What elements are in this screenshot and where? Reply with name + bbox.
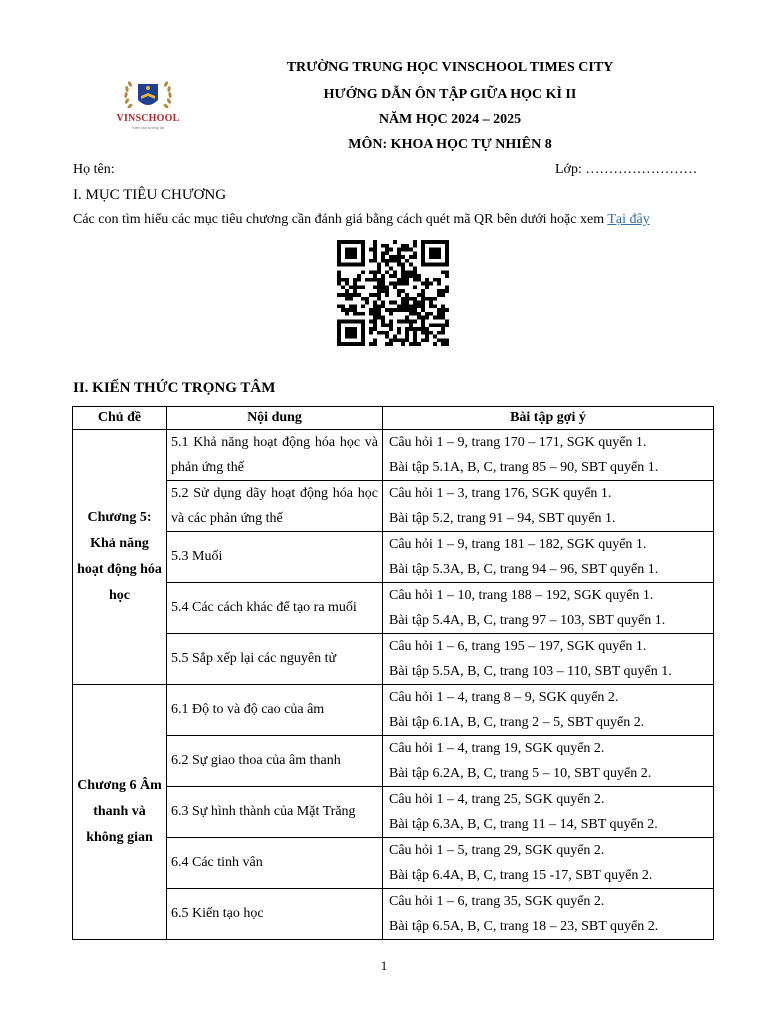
exercise-workbook: Bài tập 5.4A, B, C, trang 97 – 103, SBT quyển 1. [389,613,666,628]
table-row [73,634,714,685]
exercise-workbook: Bài tập 6.3A, B, C, trang 11 – 14, SBT quyển 2. [389,817,658,832]
exercise-textbook: Câu hỏi 1 – 9, trang 181 – 182, SGK quyển 1. [389,537,647,552]
table-row [73,787,714,838]
content-cell: 5.5 Sắp xếp lại các nguyên tử [167,634,383,685]
table-row [73,583,714,634]
document-title: HƯỚNG DẪN ÔN TẬP GIỮA HỌC KÌ II [323,87,577,102]
exercise-cell [383,685,714,736]
content-cell: 6.2 Sự giao thoa của âm thanh [167,736,383,787]
exercise-workbook: Bài tập 6.2A, B, C, trang 5 – 10, SBT quyển 2. [389,766,652,781]
exercise-workbook: Bài tập 5.2, trang 91 – 94, SBT quyển 1. [389,511,616,526]
exercise-textbook: Câu hỏi 1 – 6, trang 195 – 197, SGK quyển 1. [389,639,647,654]
content-cell: 6.3 Sự hình thành của Mặt Trăng [167,787,383,838]
content-cell: 6.5 Kiến tạo học [167,889,383,940]
exercise-textbook: Câu hỏi 1 – 5, trang 29, SGK quyển 2. [389,843,605,858]
qr-code[interactable] [337,240,449,346]
chapter-cell: Chương 5: Khả năng hoạt động hóa học [73,430,167,685]
exercise-textbook: Câu hỏi 1 – 4, trang 25, SGK quyển 2. [389,792,605,807]
exercise-workbook: Bài tập 5.1A, B, C, trang 85 – 90, SBT quyển 1. [389,460,659,475]
here-link[interactable]: Tại đây [607,212,650,227]
qr-code-image [337,240,449,346]
school-year: NĂM HỌC 2024 – 2025 [378,112,522,127]
exercise-cell [383,889,714,940]
table-header-row [73,407,714,430]
header-topic: Chủ đề [73,407,167,430]
content-cell: 5.1 Khả năng hoạt động hóa học và phản ứng thế [167,430,383,481]
exercise-textbook: Câu hỏi 1 – 6, trang 35, SGK quyển 2. [389,894,605,909]
exercise-workbook: Bài tập 6.5A, B, C, trang 18 – 23, SBT quyển 2. [389,919,659,934]
exercise-cell [383,838,714,889]
logo-tagline: Kiến tạo tương lai [132,125,164,130]
exercise-workbook: Bài tập 6.1A, B, C, trang 2 – 5, SBT quyển 2. [389,715,645,730]
exercise-textbook: Câu hỏi 1 – 3, trang 176, SGK quyển 1. [389,486,612,501]
table-row [73,481,714,532]
table-row [73,838,714,889]
exercise-cell [383,532,714,583]
exercise-workbook: Bài tập 5.5A, B, C, trang 103 – 110, SBT quyển 1. [389,664,672,679]
laurel-book-icon [112,76,184,116]
knowledge-table [72,406,714,940]
content-cell: 6.1 Độ to và độ cao của âm [167,685,383,736]
table-row [73,685,714,736]
section-1-title: I. MỤC TIÊU CHƯƠNG [73,187,227,203]
table-row [73,889,714,940]
class-field: Lớp: …………………… [555,162,698,177]
exercise-textbook: Câu hỏi 1 – 9, trang 170 – 171, SGK quyển 1. [389,435,647,450]
table-row [73,430,714,481]
content-cell: 5.4 Các cách khác để tạo ra muối [167,583,383,634]
student-name-field: Họ tên: [73,162,115,177]
table-row [73,532,714,583]
exercise-cell [383,583,714,634]
header-exercises: Bài tập gợi ý [383,407,714,430]
intro-text: Các con tìm hiểu các mục tiêu chương cần đánh giá bằng cách quét mã QR bên dưới hoặc xem [73,212,608,227]
section-2-title: II. KIẾN THỨC TRỌNG TÂM [73,380,276,396]
exercise-cell [383,787,714,838]
table-body [73,430,714,940]
content-cell: 5.2 Sử dụng dãy hoạt động hóa học và các phản ứng thế [167,481,383,532]
section-1-intro [73,212,650,228]
page-number: 1 [380,958,388,973]
exercise-textbook: Câu hỏi 1 – 4, trang 8 – 9, SGK quyển 2. [389,690,619,705]
exercise-textbook: Câu hỏi 1 – 4, trang 19, SGK quyển 2. [389,741,605,756]
exercise-workbook: Bài tập 5.3A, B, C, trang 94 – 96, SBT quyển 1. [389,562,659,577]
exercise-cell [383,736,714,787]
content-cell: 6.4 Các tinh vân [167,838,383,889]
logo-wordmark: VINSCHOOL [116,113,180,124]
exercise-textbook: Câu hỏi 1 – 10, trang 188 – 192, SGK quyển 1. [389,588,654,603]
school-logo [112,76,184,136]
content-cell: 5.3 Muối [167,532,383,583]
table-row [73,736,714,787]
subject: MÔN: KHOA HỌC TỰ NHIÊN 8 [348,137,552,152]
header-content: Nội dung [167,407,383,430]
chapter-cell: Chương 6 Âm thanh và không gian [73,685,167,940]
exercise-cell [383,430,714,481]
exercise-workbook: Bài tập 6.4A, B, C, trang 15 -17, SBT quyển 2. [389,868,653,883]
exercise-cell [383,481,714,532]
exercise-cell [383,634,714,685]
school-name: TRƯỜNG TRUNG HỌC VINSCHOOL TIMES CITY [286,60,614,75]
